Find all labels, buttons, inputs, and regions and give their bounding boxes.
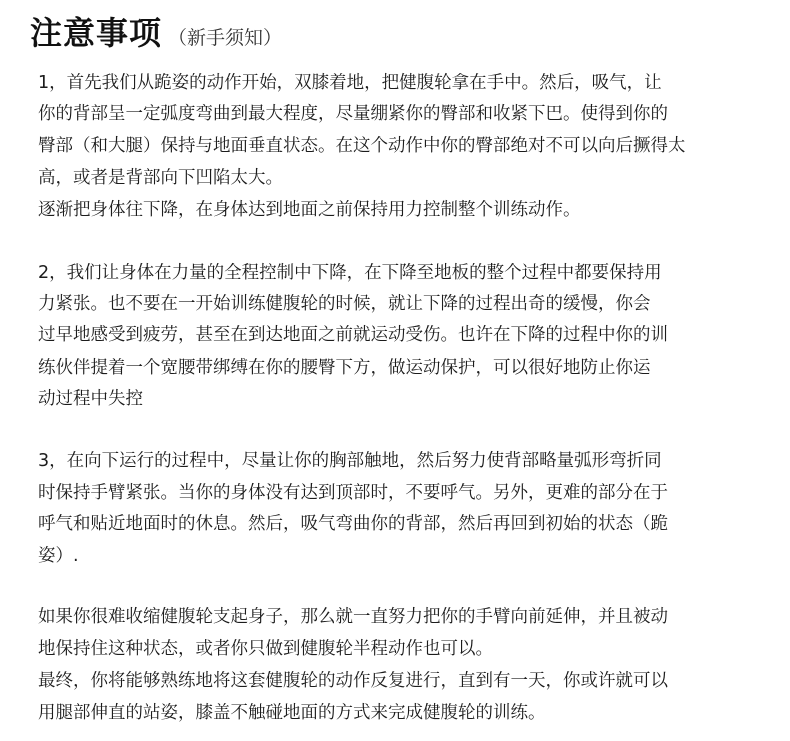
text-line: 1，首先我们从跪姿的动作开始，双膝着地，把健腹轮拿在手中。然后，吸气，让 — [38, 73, 662, 93]
page-header — [30, 8, 283, 52]
text-line: 地保持住这种状态，或者你只做到健腹轮半程动作也可以。 — [38, 639, 493, 659]
text-line: 姿）. — [38, 546, 79, 566]
text-line: 臀部（和大腿）保持与地面垂直状态。在这个动作中你的臀部绝对不可以向后撅得太 — [38, 136, 686, 156]
text-line: 时保持手臂紧张。当你的身体没有达到顶部时，不要呼气。另外，更难的部分在于 — [38, 483, 668, 503]
page-title: 注意事项 — [30, 14, 163, 52]
text-line: 高，或者是背部向下凹陷太大。 — [38, 168, 283, 188]
text-line: 用腿部伸直的站姿，膝盖不触碰地面的方式来完成健腹轮的训练。 — [38, 703, 546, 723]
text-line: 逐渐把身体往下降，在身体达到地面之前保持用力控制整个训练动作。 — [38, 200, 581, 220]
text-line: 3，在向下运行的过程中，尽量让你的胸部触地，然后努力使背部略量弧形弯折同 — [38, 451, 662, 471]
text-line: 2，我们让身体在力量的全程控制中下降，在下降至地板的整个过程中都要保持用 — [38, 263, 662, 283]
text-line: 如果你很难收缩健腹轮支起身子，那么就一直努力把你的手臂向前延伸，并且被动 — [38, 607, 668, 627]
text-line: 练伙伴提着一个宽腰带绑缚在你的腰臀下方，做运动保护，可以很好地防止你运 — [38, 358, 651, 378]
text-line: 你的背部呈一定弧度弯曲到最大程度，尽量绷紧你的臀部和收紧下巴。使得到你的 — [38, 104, 668, 124]
page-subtitle: （新手须知） — [168, 27, 283, 49]
text-line: 动过程中失控 — [38, 389, 143, 409]
text-line: 过早地感受到疲劳，甚至在到达地面之前就运动受伤。也许在下降的过程中你的训 — [38, 325, 668, 345]
text-line: 呼气和贴近地面时的休息。然后，吸气弯曲你的背部，然后再回到初始的状态（跪 — [38, 514, 668, 534]
text-line: 力紧张。也不要在一开始训练健腹轮的时候，就让下降的过程出奇的缓慢，你会 — [38, 294, 651, 314]
text-line: 最终，你将能够熟练地将这套健腹轮的动作反复进行，直到有一天，你或许就可以 — [38, 671, 668, 691]
